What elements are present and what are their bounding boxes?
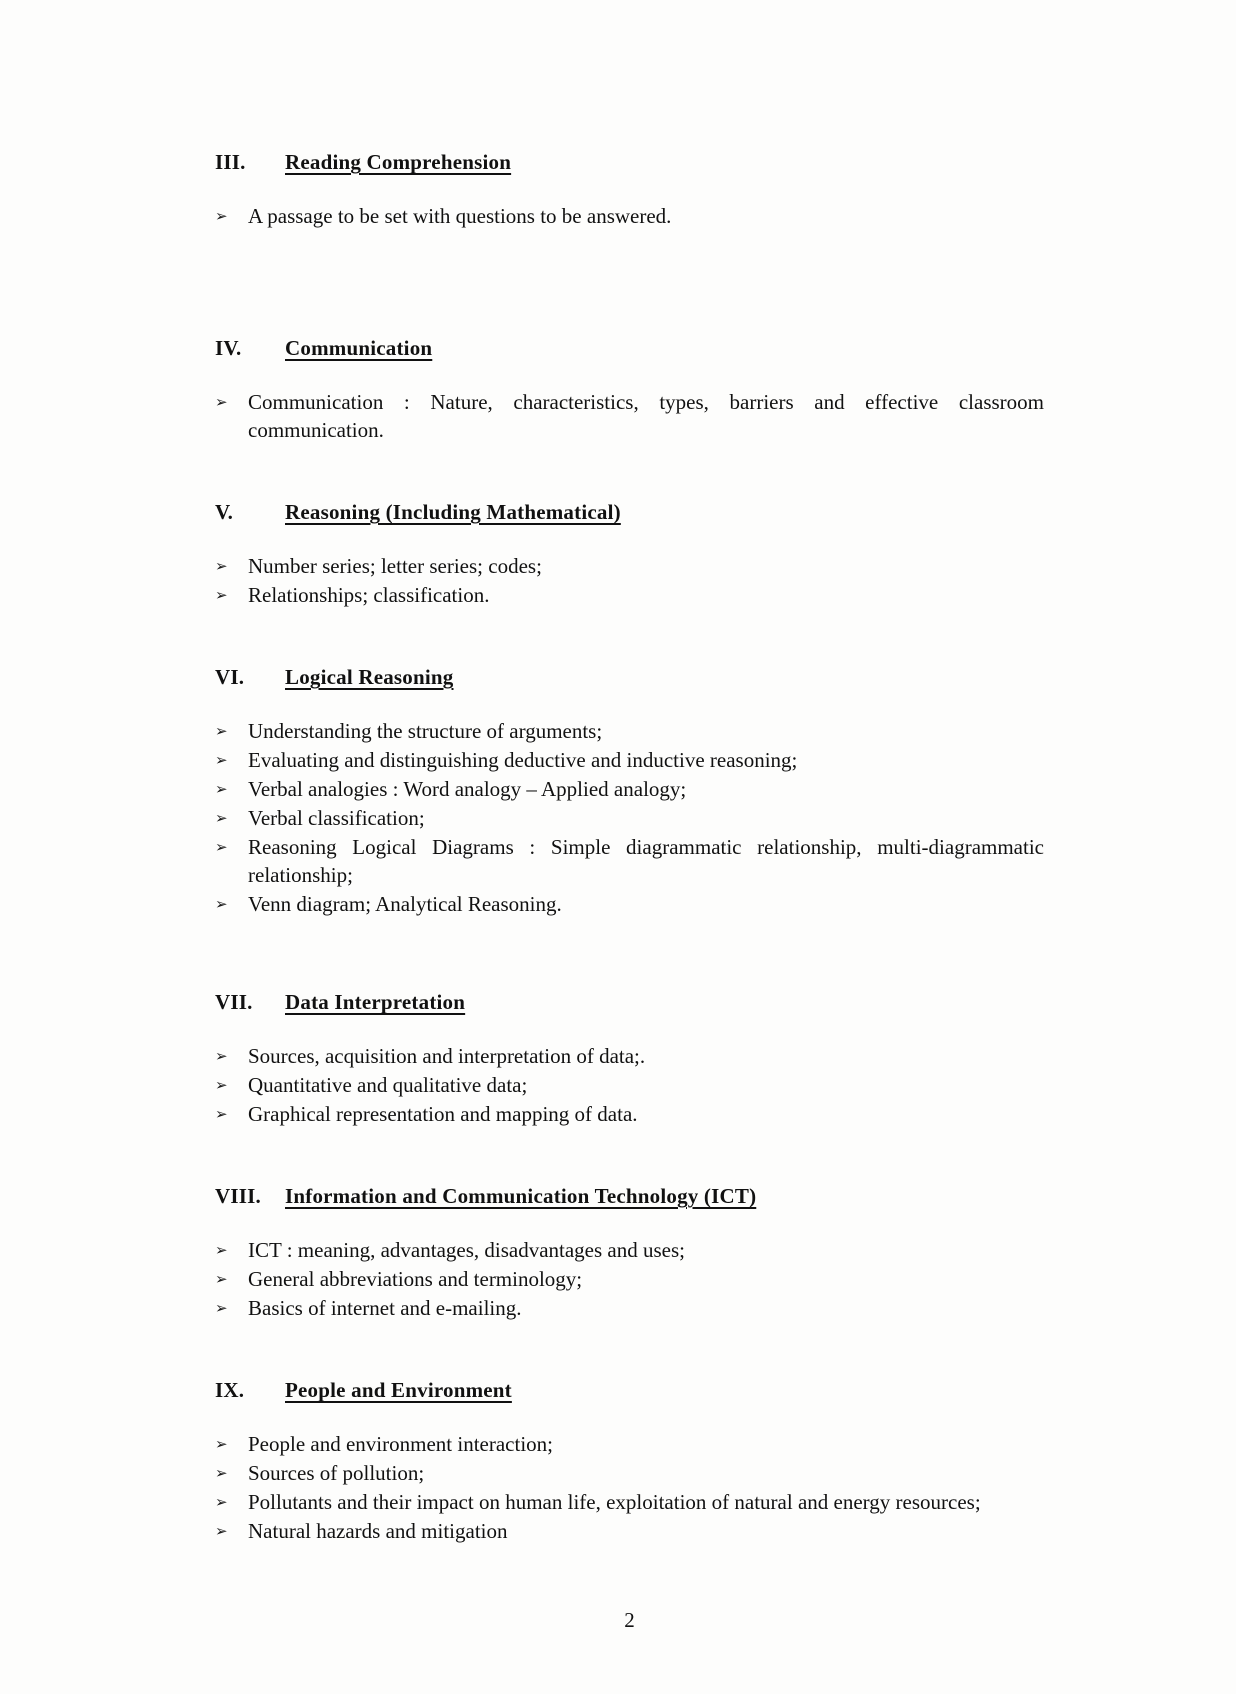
- section-heading: [215, 1182, 1044, 1210]
- arrow-bullet-icon: ➢: [215, 895, 228, 913]
- section-iii: [215, 148, 1044, 230]
- bullet-item: [215, 1488, 1044, 1516]
- bullet-text: Quantitative and qualitative data;: [248, 1073, 528, 1097]
- bullet-list: [215, 1042, 1044, 1128]
- arrow-bullet-icon: ➢: [215, 751, 228, 769]
- bullet-item: [215, 581, 1044, 609]
- bullet-item: [215, 1459, 1044, 1487]
- section-v: [215, 498, 1044, 609]
- bullet-text: Evaluating and distinguishing deductive and inductive reasoning;: [248, 748, 798, 772]
- bullet-text: Natural hazards and mitigation: [248, 1519, 508, 1543]
- bullet-item: [215, 552, 1044, 580]
- section-heading: [215, 1376, 1044, 1404]
- section-vii: [215, 988, 1044, 1128]
- arrow-bullet-icon: ➢: [215, 586, 228, 604]
- section-heading: [215, 498, 1044, 526]
- arrow-bullet-icon: ➢: [215, 1435, 228, 1453]
- bullet-item: [215, 1071, 1044, 1099]
- bullet-item: [215, 1265, 1044, 1293]
- bullet-text: Venn diagram; Analytical Reasoning.: [248, 892, 562, 916]
- section-numeral: VI.: [215, 665, 245, 689]
- bullet-text: A passage to be set with questions to be answered.: [248, 204, 672, 228]
- bullet-text: Graphical representation and mapping of data.: [248, 1102, 638, 1126]
- arrow-bullet-icon: ➢: [215, 1522, 228, 1540]
- arrow-bullet-icon: ➢: [215, 557, 228, 575]
- bullet-list: [215, 717, 1044, 918]
- page-number: 2: [624, 1608, 635, 1632]
- bullet-list: [215, 1236, 1044, 1322]
- section-heading: [215, 334, 1044, 362]
- bullet-text: Number series; letter series; codes;: [248, 554, 542, 578]
- arrow-bullet-icon: ➢: [215, 393, 228, 411]
- section-title: Communication: [285, 336, 433, 360]
- arrow-bullet-icon: ➢: [215, 809, 228, 827]
- section-title: Logical Reasoning: [285, 665, 454, 689]
- arrow-bullet-icon: ➢: [215, 207, 228, 225]
- bullet-list: [215, 1430, 1044, 1545]
- bullet-item: [215, 775, 1044, 803]
- bullet-text: Communication : Nature, characteristics, types, barriers and effective classroom communication.: [248, 390, 1044, 442]
- arrow-bullet-icon: ➢: [215, 1299, 228, 1317]
- arrow-bullet-icon: ➢: [215, 1105, 228, 1123]
- bullet-text: Verbal classification;: [248, 806, 425, 830]
- arrow-bullet-icon: ➢: [215, 1464, 228, 1482]
- bullet-text: Sources of pollution;: [248, 1461, 425, 1485]
- section-vi: [215, 663, 1044, 918]
- arrow-bullet-icon: ➢: [215, 1493, 228, 1511]
- bullet-text: People and environment interaction;: [248, 1432, 553, 1456]
- page-footer: [215, 1546, 1044, 1654]
- arrow-bullet-icon: ➢: [215, 1241, 228, 1259]
- section-viii: [215, 1182, 1044, 1322]
- section-title: Reasoning (Including Mathematical): [285, 500, 621, 524]
- bullet-item: [215, 388, 1044, 444]
- arrow-bullet-icon: ➢: [215, 1270, 228, 1288]
- bullet-text: ICT : meaning, advantages, disadvantages and uses;: [248, 1238, 686, 1262]
- section-numeral: IV.: [215, 336, 242, 360]
- bullet-list: [215, 388, 1044, 444]
- bullet-text: Verbal analogies : Word analogy – Applied analogy;: [248, 777, 687, 801]
- section-title: People and Environment: [285, 1378, 512, 1402]
- bullet-text: Sources, acquisition and interpretation of data;.: [248, 1044, 646, 1068]
- bullet-text: Basics of internet and e-mailing.: [248, 1296, 522, 1320]
- section-numeral: III.: [215, 150, 246, 174]
- bullet-text: Relationships; classification.: [248, 583, 490, 607]
- section-numeral: VIII.: [215, 1184, 261, 1208]
- bullet-item: [215, 833, 1044, 889]
- section-title: Data Interpretation: [285, 990, 466, 1014]
- section-numeral: VII.: [215, 990, 253, 1014]
- arrow-bullet-icon: ➢: [215, 838, 228, 856]
- section-numeral: IX.: [215, 1378, 245, 1402]
- bullet-item: [215, 890, 1044, 918]
- bullet-item: [215, 1517, 1044, 1545]
- arrow-bullet-icon: ➢: [215, 722, 228, 740]
- bullet-item: [215, 717, 1044, 745]
- bullet-text: Understanding the structure of arguments;: [248, 719, 603, 743]
- section-numeral: V.: [215, 500, 234, 524]
- bullet-text: General abbreviations and terminology;: [248, 1267, 583, 1291]
- section-iv: [215, 334, 1044, 444]
- bullet-item: [215, 1236, 1044, 1264]
- section-heading: [215, 148, 1044, 176]
- bullet-item: [215, 1294, 1044, 1322]
- section-heading: [215, 988, 1044, 1016]
- arrow-bullet-icon: ➢: [215, 1047, 228, 1065]
- section-title: Reading Comprehension: [285, 150, 512, 174]
- bullet-text: Reasoning Logical Diagrams : Simple diagrammatic relationship, multi-diagrammatic relationship;: [248, 835, 1044, 887]
- bullet-text: Pollutants and their impact on human life, exploitation of natural and energy resources;: [248, 1490, 981, 1514]
- bullet-list: [215, 552, 1044, 609]
- bullet-item: [215, 804, 1044, 832]
- bullet-item: [215, 1430, 1044, 1458]
- arrow-bullet-icon: ➢: [215, 780, 228, 798]
- bullet-item: [215, 746, 1044, 774]
- section-heading: [215, 663, 1044, 691]
- section-title: Information and Communication Technology (ICT): [285, 1184, 757, 1208]
- section-ix: [215, 1376, 1044, 1545]
- bullet-item: [215, 202, 1044, 230]
- arrow-bullet-icon: ➢: [215, 1076, 228, 1094]
- bullet-list: [215, 202, 1044, 230]
- bullet-item: [215, 1042, 1044, 1070]
- sections-container: [215, 148, 1044, 1546]
- bullet-item: [215, 1100, 1044, 1128]
